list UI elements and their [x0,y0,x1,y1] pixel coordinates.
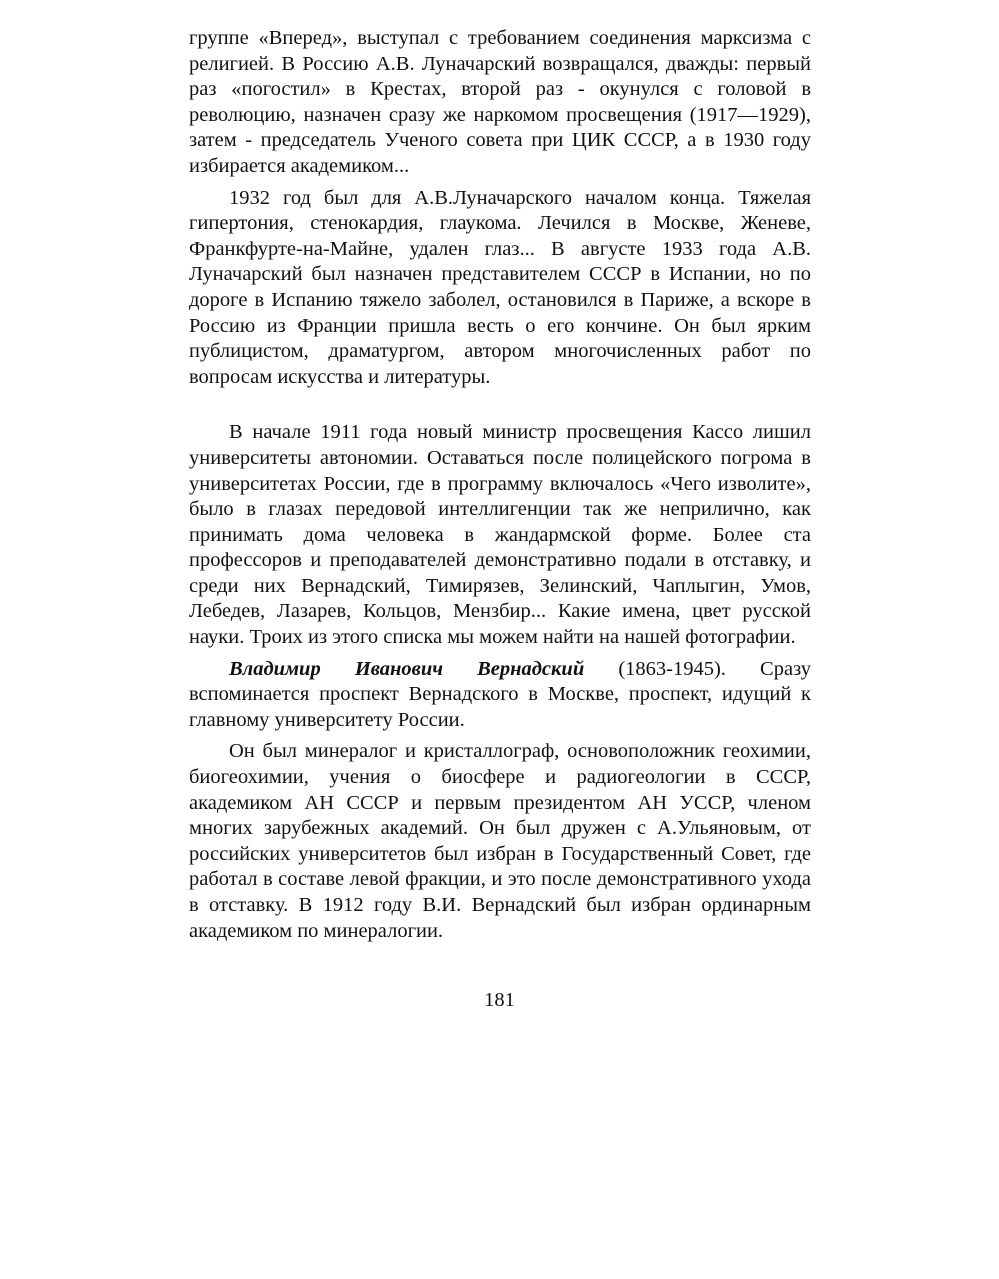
body-text [189,26,811,944]
section-spacer [189,390,811,420]
lunacharsky-end-paragraph: 1932 год был для А.В.Луначарского началом конца. Тяжелая гипертония, стенокардия, глаукома. Лечился в Москве, Женеве, Франкфурте-на-Майне, удален глаз... В августе 1933 года А.В. Луначарский был назначен представителем СССР в Испании, но по дороге в Испанию тяжело заболел, остановился в Париже, а вскоре в Россию из Франции пришла весть о его кончине. Он был ярким публицистом, драматургом, автором многочисленных работ по вопросам искусства и литературы. [189,186,811,388]
kasso-paragraph: В начале 1911 года новый министр просвещения Кассо лишил университеты автономии. Оставаться после полицейского погрома в университетах России, где в программу включалось «Чего изволите», было в глазах передовой интеллигенции так же неприлично, как принимать дома человека в жандармской форме. Более ста профессоров и преподавателей демонстративно подали в отставку, и среди них Вернадский, Тимирязев, Зелинский, Чаплыгин, Умов, Лебедев, Лазарев, Кольцов, Мензбир... Какие имена, цвет русской науки. Троих из этого списка мы можем найти на нашей фотографии. [189,421,811,649]
continuation-paragraph: группе «Вперед», выступал с требованием соединения марксизма с религией. В Россию А.В. Луначарский возвращался, дважды: первый раз «погостил» в Крестах, второй раз - окунулся с головой в революцию, назначен сразу же наркомом просвещения (1917—1929), затем - председатель Ученого совета при ЦИК СССР, а в 1930 году избирается академиком... [189,27,811,177]
vernadsky-bio-paragraph: Он был минералог и кристаллограф, основоположник геохимии, биогеохимии, учения о биосфере и радиогеологии в СССР, академиком АН СССР и первым президентом АН УССР, членом многих зарубежных академий. Он был дружен с А.Ульяновым, от российских университетов был избран в Государственный Совет, где работал в составе левой фракции, и это после демонстративного ухода в отставку. В 1912 году В.И. Вернадский был избран ординарным академиком по минералогии. [189,740,811,942]
vernadsky-intro-text: (1863-1945). Сразу вспоминается проспект Вернадского в Москве, проспект, идущий к главному университету России. [189,657,811,731]
page-number: 181 [484,989,515,1011]
vernadsky-name: Владимир Иванович Вернадский [229,657,585,680]
vernadsky-intro-paragraph [189,657,811,734]
